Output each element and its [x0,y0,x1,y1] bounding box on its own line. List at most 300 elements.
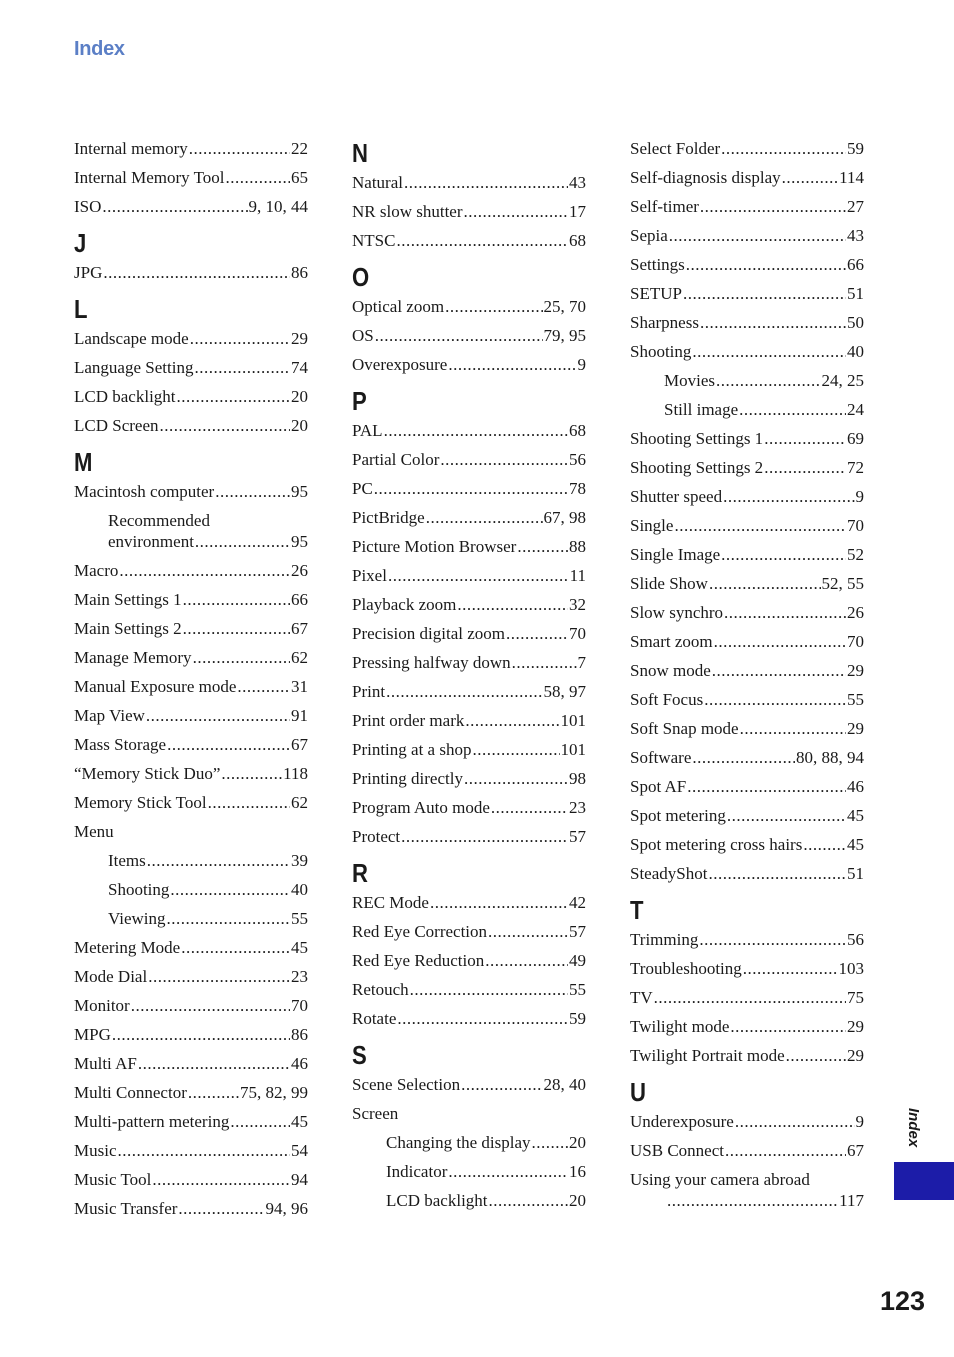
entry-name: Shooting Settings 1 [630,429,764,448]
index-entry[interactable] [74,386,308,407]
entry-pages: 50 [847,313,864,332]
entry-name: Language Setting [74,358,194,377]
entry-pages: 45 [291,1112,308,1131]
index-entry[interactable] [352,565,586,586]
entry-pages: 68 [569,231,586,250]
index-entry[interactable] [630,138,864,159]
entry-name: Music Transfer [74,1199,178,1218]
dot-leader [730,1016,846,1037]
entry-pages: 20 [291,416,308,435]
entry-pages: 39 [291,851,308,870]
entry-pages: 54 [291,1141,308,1160]
index-entry[interactable] [74,1024,308,1045]
section-letter: O [352,262,370,292]
index-entry[interactable] [630,544,864,565]
dot-leader [667,1190,838,1211]
index-entry[interactable] [630,834,864,855]
index-entry[interactable] [352,296,586,317]
index-entry[interactable] [74,589,308,610]
index-subentry[interactable] [74,850,308,871]
entry-name: Music Tool [74,1170,152,1189]
dot-leader [735,1111,855,1132]
entry-name: Memory Stick Tool [74,793,207,812]
entry-pages: 20 [569,1133,586,1152]
entry-name: Underexposure [630,1112,734,1131]
entry-pages: 67 [291,619,308,638]
entry-name: Recommended [108,511,210,530]
entry-pages: 45 [291,938,308,957]
entry-pages: 23 [569,798,586,817]
index-section [74,228,308,283]
entry-name: NTSC [352,231,396,250]
entry-pages: 24 [847,400,864,419]
entry-name: Scene Selection [352,1075,461,1094]
dot-leader [708,863,846,884]
dot-leader [716,370,821,391]
entry-name: Shooting [108,880,170,899]
index-entry[interactable] [630,987,864,1008]
index-entry[interactable] [630,573,864,594]
entry-pages: 55 [291,909,308,928]
dot-leader [167,908,290,929]
index-entry[interactable] [74,618,308,639]
section-letter: S [352,1040,367,1070]
entry-name: PictBridge [352,508,425,527]
index-entry[interactable] [74,705,308,726]
dot-leader [374,478,568,499]
dot-leader [457,594,568,615]
index-entry[interactable] [74,138,308,159]
entry-pages: 117 [839,1191,864,1210]
section-letter: L [74,294,88,324]
dot-leader [426,507,543,528]
entry-name: Single Image [630,545,721,564]
entry-pages: 95 [291,482,308,501]
index-entry[interactable] [630,1140,864,1161]
entry-name: Soft Focus [630,690,704,709]
index-entry[interactable] [352,921,586,942]
dot-leader [448,354,576,375]
entry-pages: 26 [847,603,864,622]
entry-pages: 67, 98 [543,508,586,527]
entry-name: Partial Color [352,450,440,469]
dot-leader [721,138,846,159]
entry-pages: 9 [855,487,864,506]
index-entry[interactable] [352,1008,586,1029]
section-letter: J [74,228,87,258]
entry-name: Snow mode [630,661,711,680]
entry-pages: 9, 10, 44 [248,197,308,216]
index-entry[interactable] [352,797,586,818]
entry-name: Mass Storage [74,735,167,754]
dot-leader [725,1140,846,1161]
dot-leader [230,1111,290,1132]
dot-leader [700,312,846,333]
entry-pages: 78 [569,479,586,498]
entry-name: Main Settings 2 [74,619,182,638]
index-entry[interactable] [74,357,308,378]
dot-leader [440,449,568,470]
entry-name: Red Eye Correction [352,922,488,941]
dot-leader [782,167,838,188]
dot-leader [692,747,795,768]
index-entry[interactable] [352,201,586,222]
dot-leader [195,531,290,552]
entry-pages: 103 [838,959,864,978]
entry-name: Manage Memory [74,648,192,667]
entry-pages: 29 [847,1046,864,1065]
entry-pages: 72 [847,458,864,477]
dot-leader [721,544,846,565]
index-entry[interactable] [630,283,864,304]
index-entry[interactable] [630,776,864,797]
index-column-1 [74,138,308,1219]
entry-pages: 52 [847,545,864,564]
index-section [352,386,586,847]
index-entry[interactable] [74,328,308,349]
index-entry[interactable] [630,747,864,768]
index-entry[interactable] [74,647,308,668]
entry-pages: 69 [847,429,864,448]
entry-pages: 62 [291,793,308,812]
entry-pages: 28, 40 [543,1075,586,1094]
dot-leader [464,201,569,222]
index-entry[interactable] [74,995,308,1016]
index-entry[interactable] [74,1198,308,1219]
index-entry[interactable] [74,763,308,784]
dot-leader [517,536,568,557]
index-entry[interactable] [630,515,864,536]
dot-leader [148,966,290,987]
index-entry[interactable] [74,966,308,987]
index-entry[interactable] [74,560,308,581]
entry-name: JPG [74,263,103,282]
dot-leader [448,1161,568,1182]
entry-name-continued: environment [108,532,194,551]
index-entry[interactable] [352,449,586,470]
entry-name: Monitor [74,996,130,1015]
entry-pages: 86 [291,263,308,282]
index-entry[interactable] [630,341,864,362]
index-entry[interactable] [74,481,308,502]
dot-leader [699,929,846,950]
entry-name: Pixel [352,566,387,585]
index-entry[interactable] [630,428,864,449]
index-entry[interactable] [352,536,586,557]
index-entry[interactable] [74,1082,308,1103]
entry-name: Multi-pattern metering [74,1112,230,1131]
dot-leader [375,325,543,346]
index-entry[interactable] [352,594,586,615]
dot-leader [727,805,846,826]
entry-pages: 80, 88, 94 [796,748,864,767]
entry-pages: 70 [291,996,308,1015]
index-entry[interactable] [630,167,864,188]
side-index-tab[interactable] [894,1162,954,1200]
index-entry[interactable] [352,1103,586,1124]
index-entry[interactable] [630,1169,864,1211]
index-subentry[interactable] [352,1161,586,1182]
index-entry[interactable] [352,892,586,913]
index-entry[interactable] [630,225,864,246]
index-entry[interactable] [630,602,864,623]
page-header-title: Index [74,38,125,60]
index-section [630,138,864,884]
index-subentry[interactable] [74,879,308,900]
section-letter: P [352,386,367,416]
entry-name: PC [352,479,373,498]
dot-leader [654,987,846,1008]
side-index-label: Index [905,1108,922,1148]
entry-pages: 51 [847,284,864,303]
entry-name: Twilight mode [630,1017,730,1036]
dot-leader [506,623,568,644]
dot-leader [704,689,846,710]
index-entry[interactable] [352,950,586,971]
entry-pages: 9 [577,355,586,374]
entry-pages: 101 [560,711,586,730]
index-entry[interactable] [630,1045,864,1066]
index-entry[interactable] [352,478,586,499]
entry-pages: 43 [569,173,586,192]
index-entry[interactable] [74,676,308,697]
index-entry[interactable] [74,792,308,813]
dot-leader [687,776,846,797]
entry-pages: 94, 96 [265,1199,308,1218]
entry-pages: 31 [291,677,308,696]
entry-name: Troubleshooting [630,959,742,978]
entry-name: Shooting Settings 2 [630,458,764,477]
dot-leader [188,1082,239,1103]
index-entry[interactable] [352,979,586,1000]
entry-name: Internal Memory Tool [74,168,225,187]
index-entry[interactable] [352,354,586,375]
entry-pages: 46 [847,777,864,796]
entry-pages: 79, 95 [543,326,586,345]
dot-leader [464,768,568,789]
entry-name: Spot metering [630,806,726,825]
entry-name: Items [108,851,146,870]
index-entry[interactable] [74,1053,308,1074]
entry-pages: 29 [847,719,864,738]
index-entry[interactable] [630,660,864,681]
index-entry[interactable] [630,689,864,710]
index-entry[interactable] [630,718,864,739]
dot-leader [131,995,290,1016]
dot-leader [764,428,846,449]
entry-name: Main Settings 1 [74,590,182,609]
index-section [352,858,586,1029]
entry-pages: 95 [291,532,308,551]
entry-pages: 55 [569,980,586,999]
index-column-2 [352,138,586,1211]
entry-pages: 57 [569,827,586,846]
index-entry[interactable] [630,312,864,333]
entry-pages: 55 [847,690,864,709]
index-entry[interactable] [352,826,586,847]
entry-name: REC Mode [352,893,429,912]
index-entry[interactable] [630,1111,864,1132]
index-entry[interactable] [352,710,586,731]
index-subentry[interactable] [630,399,864,420]
index-subentry[interactable] [74,510,308,552]
index-entry[interactable] [352,325,586,346]
index-entry[interactable] [74,1169,308,1190]
dot-leader [208,792,290,813]
entry-pages: 45 [847,835,864,854]
index-entry[interactable] [352,230,586,251]
entry-name: Music [74,1141,117,1160]
entry-pages: 9 [855,1112,864,1131]
entry-name: Print order mark [352,711,465,730]
dot-leader [160,415,290,436]
index-entry[interactable] [352,681,586,702]
index-subentry[interactable] [352,1132,586,1153]
entry-pages: 23 [291,967,308,986]
index-entry[interactable] [74,1111,308,1132]
entry-pages: 29 [847,1017,864,1036]
index-entry[interactable] [630,1016,864,1037]
entry-pages: 70 [569,624,586,643]
entry-name: Multi AF [74,1054,137,1073]
dot-leader [485,950,568,971]
index-entry[interactable] [352,420,586,441]
index-entry[interactable] [630,958,864,979]
index-entry[interactable] [74,937,308,958]
index-entry[interactable] [74,821,308,842]
index-entry[interactable] [630,863,864,884]
index-entry[interactable] [74,415,308,436]
entry-pages: 25, 70 [543,297,586,316]
entry-name: Red Eye Reduction [352,951,485,970]
dot-leader [700,196,846,217]
entry-name: Optical zoom [352,297,445,316]
dot-leader [177,386,290,407]
entry-name: Internal memory [74,139,188,158]
entry-name: Printing at a shop [352,740,472,759]
entry-name: Map View [74,706,145,725]
index-entry[interactable] [74,196,308,217]
entry-pages: 94 [291,1170,308,1189]
index-subentry[interactable] [630,370,864,391]
index-section [74,447,308,1219]
dot-leader [138,1053,290,1074]
entry-name: Twilight Portrait mode [630,1046,785,1065]
index-entry[interactable] [630,486,864,507]
entry-pages: 58, 97 [543,682,586,701]
index-entry[interactable] [352,768,586,789]
dot-leader [226,167,290,188]
dot-leader [386,681,542,702]
entry-name: Protect [352,827,401,846]
dot-leader [712,660,846,681]
entry-name: Printing directly [352,769,463,788]
dot-leader [384,420,568,441]
entry-pages: 65 [291,168,308,187]
entry-name: Retouch [352,980,409,999]
dot-leader [489,1190,568,1211]
index-entry[interactable] [352,507,586,528]
entry-pages: 66 [847,255,864,274]
index-entry[interactable] [352,739,586,760]
entry-pages: 67 [847,1141,864,1160]
dot-leader [178,1198,264,1219]
index-entry[interactable] [352,652,586,673]
dot-leader [472,739,559,760]
dot-leader [430,892,568,913]
dot-leader [709,573,821,594]
entry-name: Spot AF [630,777,687,796]
index-entry[interactable] [74,734,308,755]
dot-leader [388,565,569,586]
dot-leader [692,341,846,362]
index-entry[interactable] [74,167,308,188]
index-entry[interactable] [352,1074,586,1095]
entry-pages: 74 [291,358,308,377]
entry-pages: 43 [847,226,864,245]
dot-leader [803,834,846,855]
index-subentry[interactable] [74,908,308,929]
dot-leader [786,1045,846,1066]
index-entry[interactable] [630,254,864,275]
dot-leader [221,763,282,784]
index-entry[interactable] [352,172,586,193]
entry-pages: 22 [291,139,308,158]
entry-pages: 40 [847,342,864,361]
index-entry[interactable] [630,805,864,826]
index-section [74,294,308,436]
entry-pages: 51 [847,864,864,883]
entry-name: Rotate [352,1009,397,1028]
entry-name: “Memory Stick Duo” [74,764,221,783]
dot-leader [237,676,290,697]
entry-pages: 88 [569,537,586,556]
entry-name: Picture Motion Browser [352,537,517,556]
index-entry[interactable] [74,262,308,283]
section-letter: U [630,1077,646,1107]
entry-name: Macintosh computer [74,482,215,501]
dot-leader [102,196,247,217]
dot-leader [215,481,290,502]
index-entry[interactable] [630,631,864,652]
dot-leader [531,1132,568,1153]
dot-leader [193,647,290,668]
entry-name: Menu [74,822,114,841]
index-entry[interactable] [352,623,586,644]
entry-name: Movies [664,371,715,390]
entry-pages: 67 [291,735,308,754]
entry-name: Smart zoom [630,632,713,651]
index-entry[interactable] [74,1140,308,1161]
dot-leader [669,225,846,246]
dot-leader [465,710,559,731]
index-entry[interactable] [630,457,864,478]
entry-pages: 75, 82, 99 [240,1083,308,1102]
dot-leader [190,328,290,349]
dot-leader [512,652,577,673]
entry-pages: 118 [283,764,308,783]
dot-leader [445,296,542,317]
entry-name: Changing the display [386,1133,531,1152]
index-subentry[interactable] [352,1190,586,1211]
index-entry[interactable] [630,196,864,217]
entry-pages: 42 [569,893,586,912]
entry-pages: 101 [560,740,586,759]
page-number: 123 [880,1286,926,1316]
index-section [630,895,864,1066]
index-entry[interactable] [630,929,864,950]
entry-pages: 66 [291,590,308,609]
